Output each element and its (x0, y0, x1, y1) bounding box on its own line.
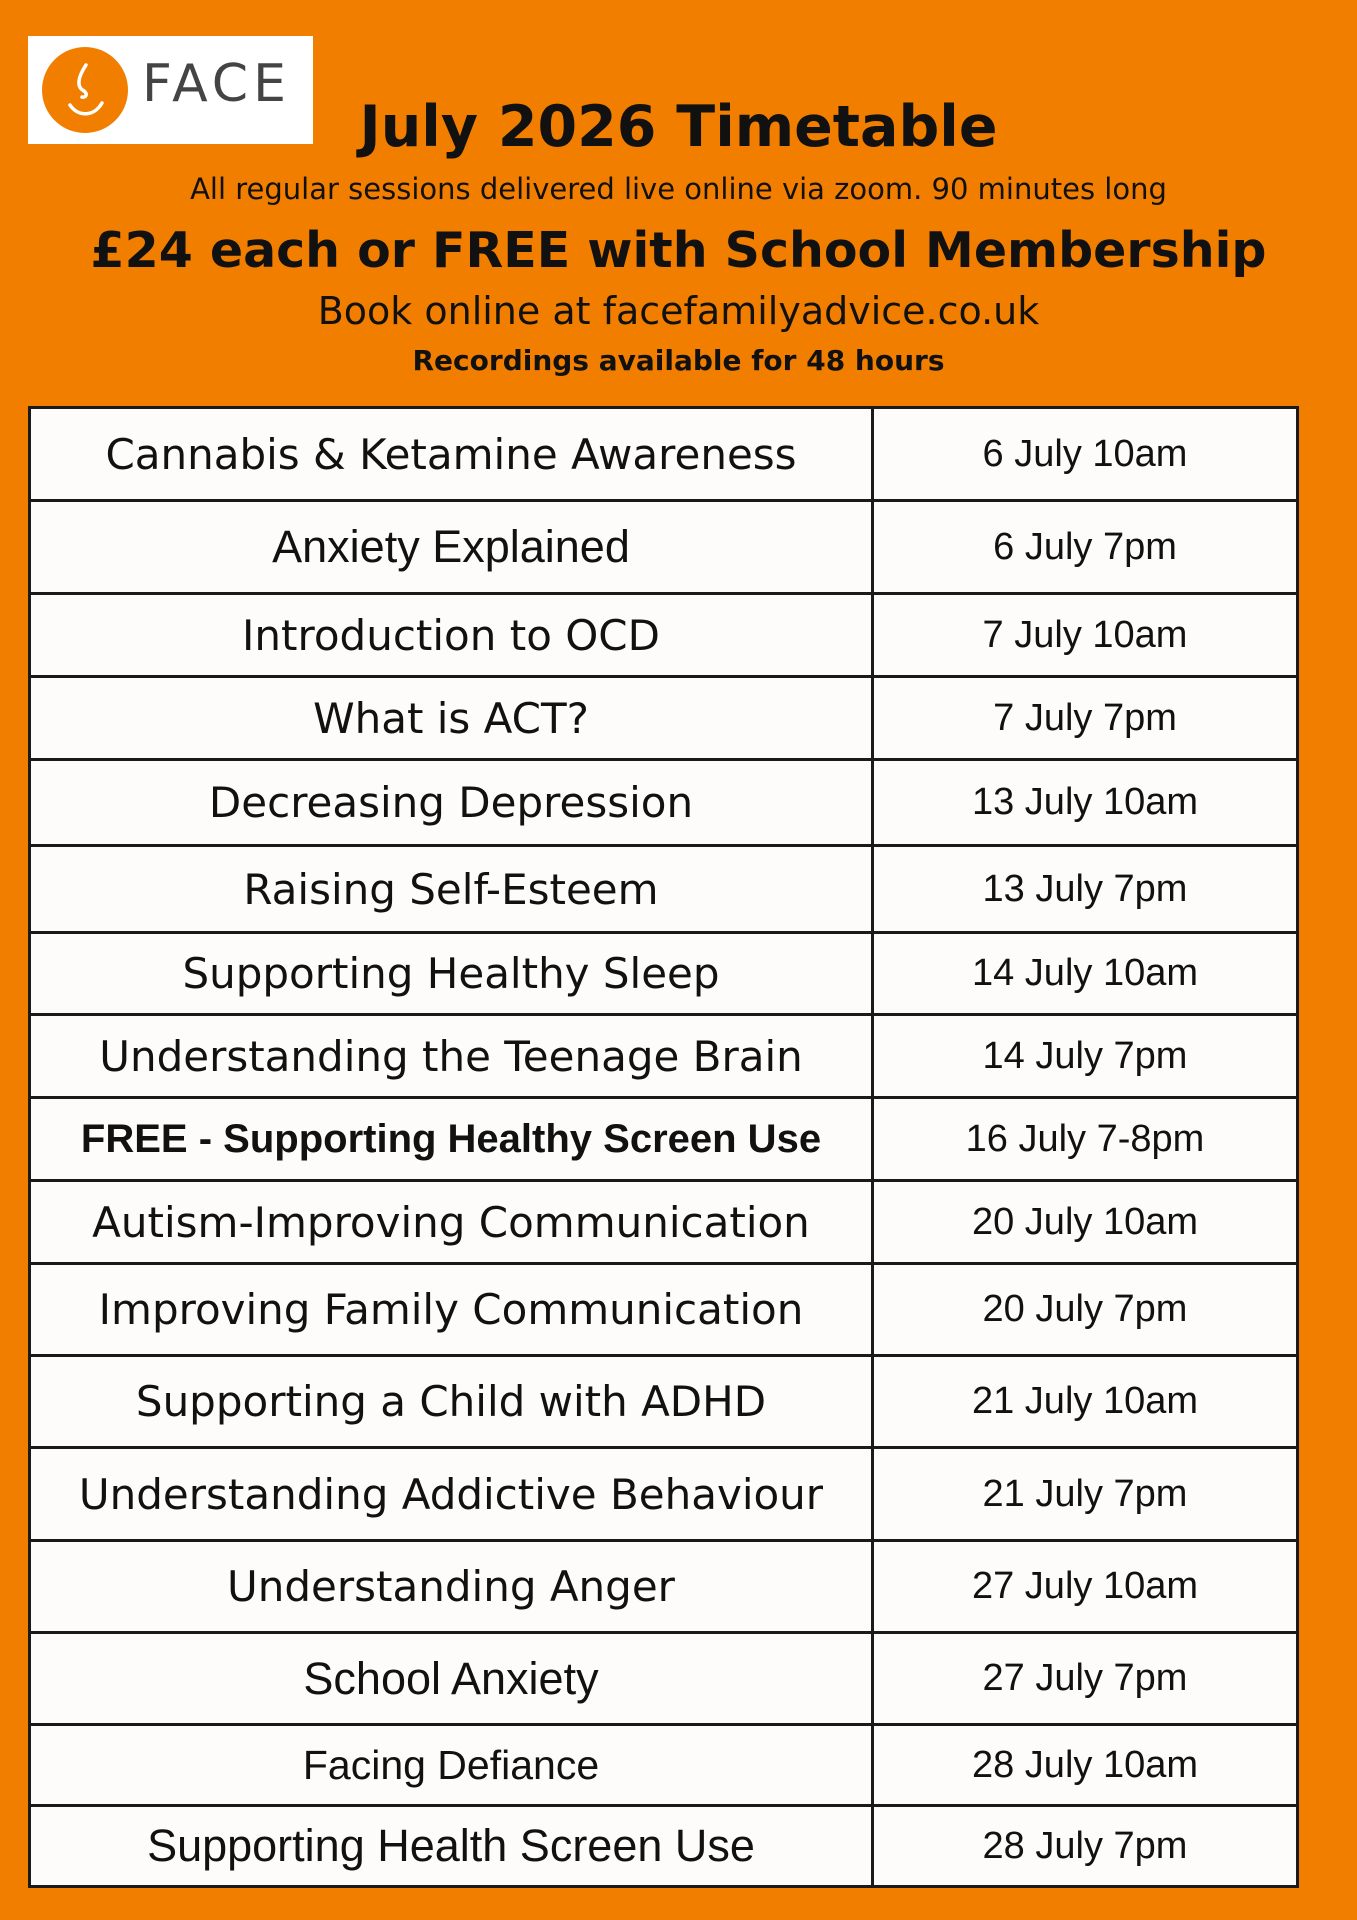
session-date: 14 July 10am (873, 933, 1298, 1015)
table-row (30, 933, 1298, 1015)
price-line: £24 each or FREE with School Membership (90, 222, 1267, 279)
page-title: July 2026 Timetable (359, 94, 998, 160)
table-row (30, 1015, 1298, 1098)
session-date: 21 July 10am (873, 1356, 1298, 1448)
session-date: 27 July 10am (873, 1541, 1298, 1633)
session-name: Understanding Addictive Behaviour (30, 1448, 873, 1541)
table-row (30, 1806, 1298, 1887)
session-date: 7 July 10am (873, 594, 1298, 677)
session-date: 6 July 10am (873, 408, 1298, 501)
session-date: 13 July 10am (873, 760, 1298, 846)
session-name: School Anxiety (30, 1633, 873, 1725)
page-subtitle: All regular sessions delivered live online via zoom. 90 minutes long (190, 172, 1167, 206)
session-name: Understanding the Teenage Brain (30, 1015, 873, 1098)
session-date: 7 July 7pm (873, 677, 1298, 760)
session-name: Supporting Health Screen Use (30, 1806, 873, 1887)
session-name: Decreasing Depression (30, 760, 873, 846)
session-name: Understanding Anger (30, 1541, 873, 1633)
table-row (30, 1448, 1298, 1541)
session-name: Introduction to OCD (30, 594, 873, 677)
session-date: 20 July 7pm (873, 1264, 1298, 1356)
session-date: 6 July 7pm (873, 501, 1298, 594)
table-row (30, 677, 1298, 760)
table-row (30, 1181, 1298, 1264)
session-name: Cannabis & Ketamine Awareness (30, 408, 873, 501)
table-row (30, 760, 1298, 846)
session-name: FREE - Supporting Healthy Screen Use (30, 1098, 873, 1181)
session-date: 16 July 7-8pm (873, 1098, 1298, 1181)
table-row (30, 1098, 1298, 1181)
session-name: Improving Family Communication (30, 1264, 873, 1356)
session-name: Facing Defiance (30, 1725, 873, 1806)
timetable (28, 406, 1299, 1888)
table-row (30, 1541, 1298, 1633)
table-row (30, 594, 1298, 677)
table-row (30, 1633, 1298, 1725)
session-date: 28 July 10am (873, 1725, 1298, 1806)
table-row (30, 1356, 1298, 1448)
session-name: Autism-Improving Communication (30, 1181, 873, 1264)
session-date: 27 July 7pm (873, 1633, 1298, 1725)
session-date: 14 July 7pm (873, 1015, 1298, 1098)
session-date: 21 July 7pm (873, 1448, 1298, 1541)
session-name: Anxiety Explained (30, 501, 873, 594)
session-name: Supporting a Child with ADHD (30, 1356, 873, 1448)
session-date: 13 July 7pm (873, 846, 1298, 933)
session-date: 28 July 7pm (873, 1806, 1298, 1887)
session-date: 20 July 10am (873, 1181, 1298, 1264)
table-row (30, 1725, 1298, 1806)
recordings-note: Recordings available for 48 hours (412, 344, 945, 377)
booking-line: Book online at facefamilyadvice.co.uk (317, 289, 1040, 333)
session-name: Supporting Healthy Sleep (30, 933, 873, 1015)
table-row (30, 408, 1298, 501)
table-row (30, 501, 1298, 594)
session-name: Raising Self-Esteem (30, 846, 873, 933)
table-row (30, 846, 1298, 933)
session-name: What is ACT? (30, 677, 873, 760)
logo-wordmark: FACE (142, 54, 291, 114)
table-row (30, 1264, 1298, 1356)
